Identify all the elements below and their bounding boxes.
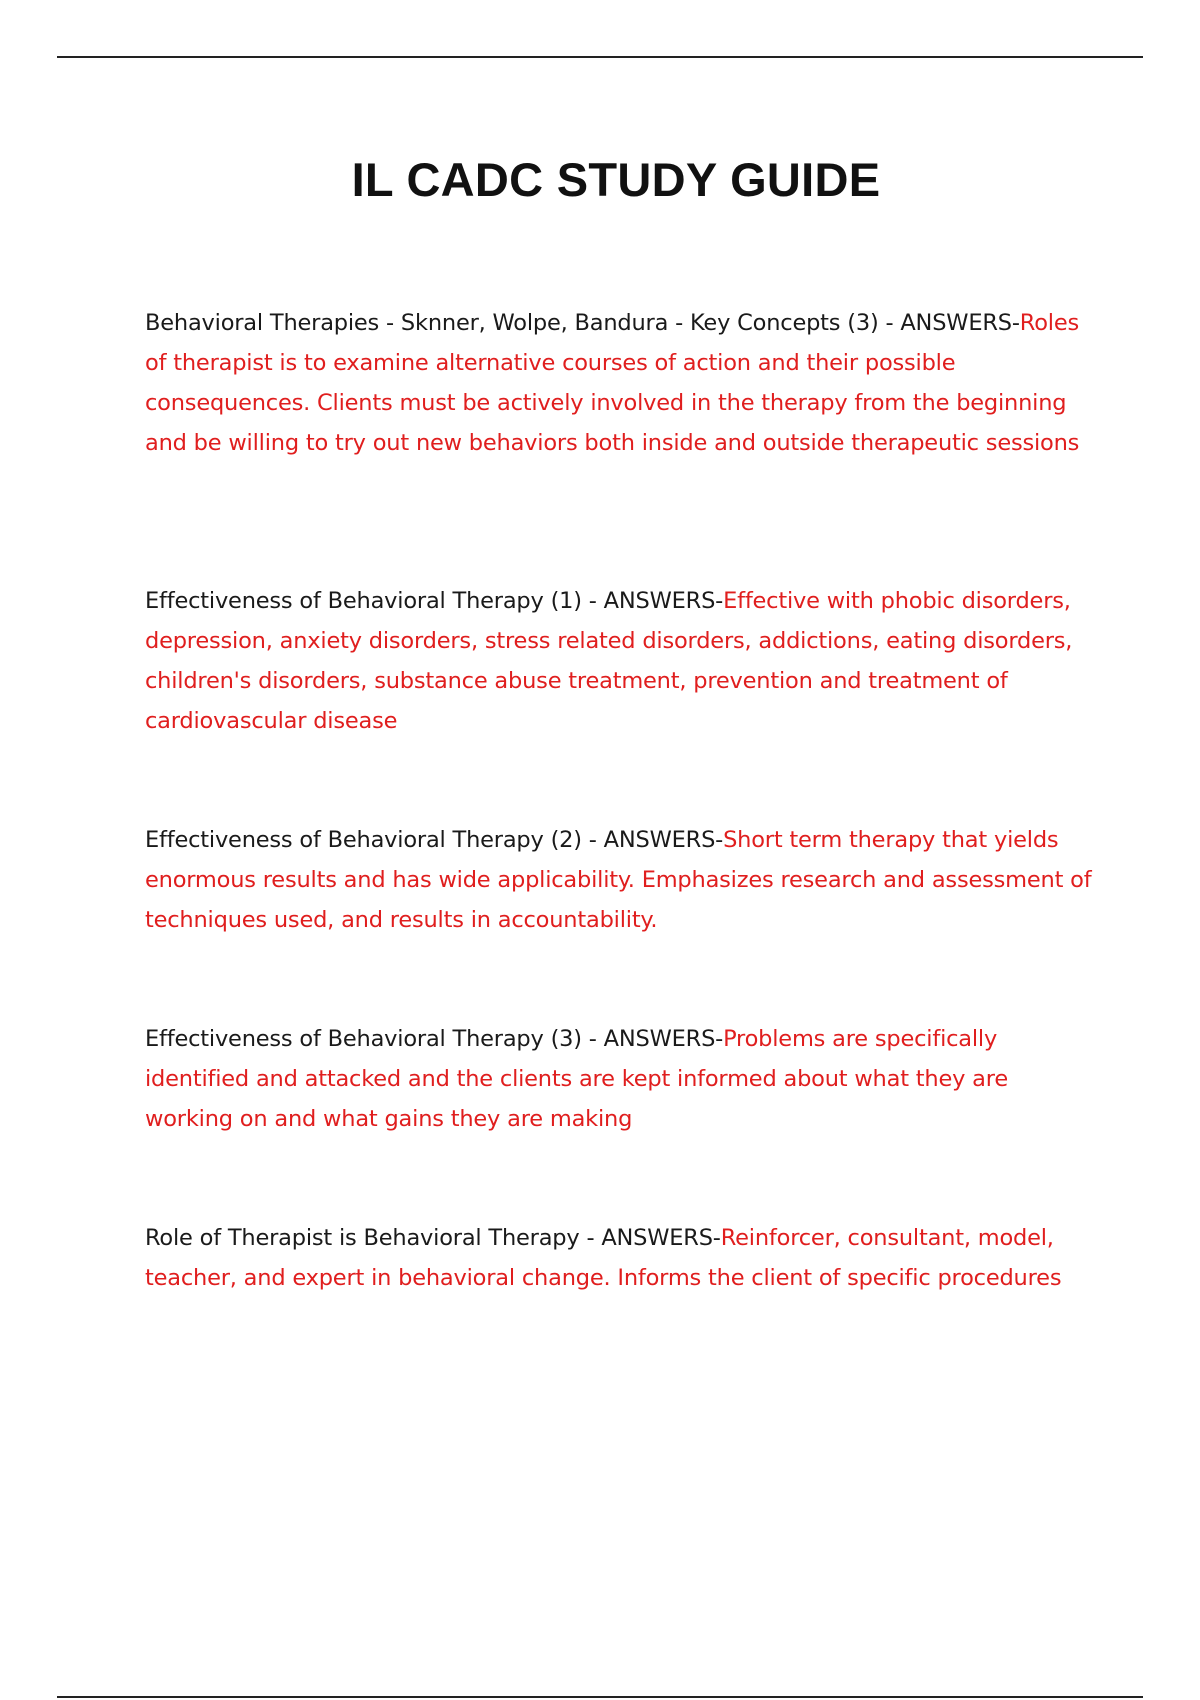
- page-title: IL CADC STUDY GUIDE: [351, 153, 881, 206]
- question-text: Behavioral Therapies - Sknner, Wolpe, Bandura - Key Concepts (3) - ANSWERS-: [145, 310, 1020, 336]
- qa-entry: [145, 820, 1095, 940]
- question-text: Role of Therapist is Behavioral Therapy - ANSWERS-: [145, 1225, 721, 1251]
- answer-text: Effective with phobic disorders, depression, anxiety disorders, stress related disorders, addictions, eating disorders, children's disorders, substance abuse treatment, prevention and treatment of cardiovascular disease: [145, 588, 1073, 734]
- answer-text: Problems are specifically identified and attacked and the clients are kept informed about what they are working on and what gains they are making: [145, 1026, 1008, 1132]
- top-rule: [57, 56, 1143, 58]
- question-text: Effectiveness of Behavioral Therapy (2) - ANSWERS-: [145, 827, 724, 853]
- qa-entry: [145, 1019, 1095, 1139]
- answer-text: Roles of therapist is to examine alternative courses of action and their possible consequences. Clients must be actively involved in the therapy from the beginning and be willing to try out new behaviors both inside and outside therapeutic sessions: [145, 310, 1080, 456]
- bottom-rule: [57, 1696, 1143, 1698]
- question-text: Effectiveness of Behavioral Therapy (1) - ANSWERS-: [145, 588, 724, 614]
- answer-text: Short term therapy that yields enormous results and has wide applicability. Emphasizes research and assessment of techniques used, and results in accountability.: [145, 827, 1092, 933]
- qa-entry: [145, 303, 1095, 463]
- qa-entry: [145, 1218, 1095, 1298]
- qa-entry: [145, 581, 1095, 741]
- answer-text: Reinforcer, consultant, model, teacher, and expert in behavioral change. Informs the client of specific procedures: [145, 1225, 1062, 1291]
- question-text: Effectiveness of Behavioral Therapy (3) - ANSWERS-: [145, 1026, 724, 1052]
